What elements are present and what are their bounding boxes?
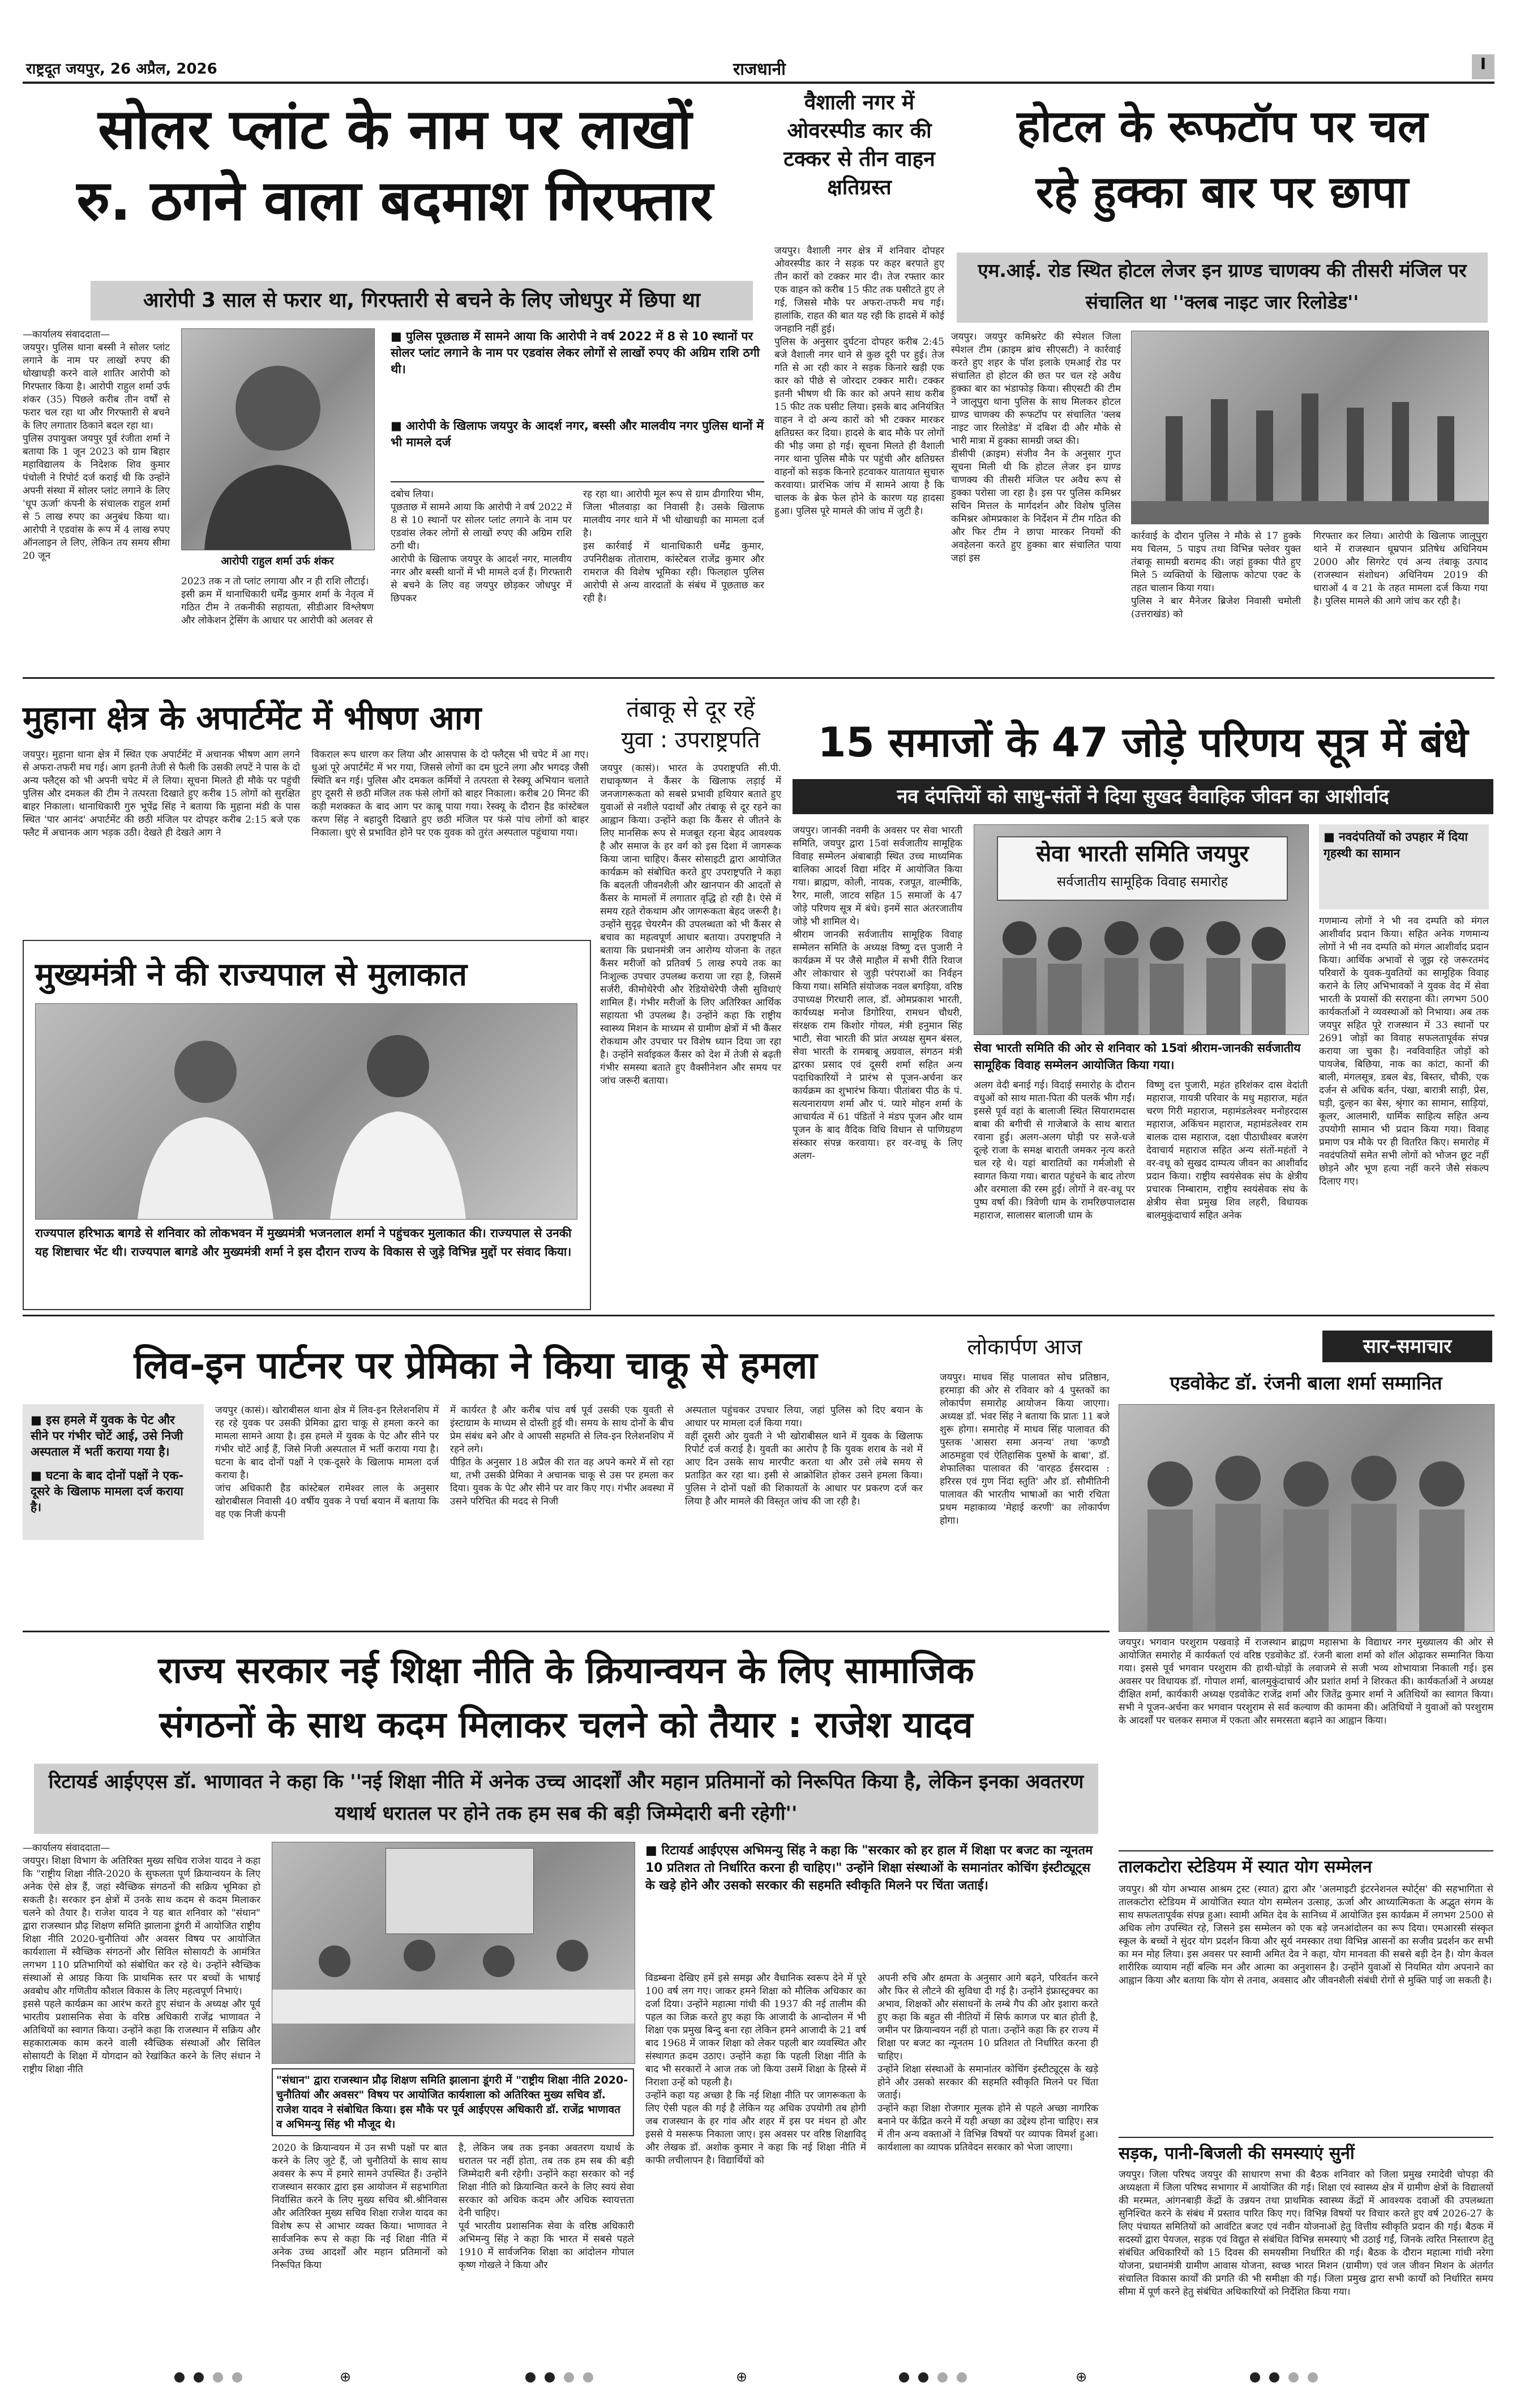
wedding-story	[793, 683, 1493, 1308]
fire-headline: मुहाना क्षेत्र के अपार्टमेंट में भीषण आग	[23, 699, 482, 737]
solar-highlight1-text: पुलिस पूछताछ में सामने आया कि आरोपी ने वर्ष 2022 में 8 से 10 स्थानों पर सोलर प्लांट लगाने के नाम पर एडवांस लेकर लोगों से लाखों रुपए की अग्रिम राशि ठगी थी।	[391, 330, 760, 376]
hookah-headline	[951, 94, 1493, 225]
launch-story	[940, 1319, 1113, 1625]
education-col5: अपनी रुचि और क्षमता के अनुसार आगे बढ़ने, परिवर्तन करने और फिर से लौटने की सुविधा दी गई है। उन्होंने इंफ्रास्ट्रक्चर का अभाव, शिक्षकों और संसाधनों के लम्बे गैप की ओर इशारा करते हुए कहा कि बहुत सी नीतियों में सिर्फ कागज पर बात होती है, जमीन पर क्रियान्वयन नहीं हो पाता। उन्होंने कहा कि हर राज्य में शिक्षा पर बजट का न्यूनतम 10 प्रतिशत तो निर्धारित करना ही चाहिए। उन्होंने शिक्षा संस्थाओं के समानांतर कोचिंग इंस्टीट्यूट्स के खड़े होने और उसको सरकार की सहमति स्वीकृति मिलने पर चिंता जताई। उन्होंने कहा शिक्षा रोजगार मूलक होने से पहले अच्छा नागरिक बनाने पर केंद्रित करने में यही अच्छा का उद्देश्य होना चाहिए। सत्र में तीन अन्य वक्ताओं ने विभिन्न विषयों पर व्यापक विमर्श हुआ। कार्यशाला का व्यापक प्रतिवेदन सरकार को भेजा जाएगा।	[877, 1973, 1098, 2153]
hookah-body: जयपुर। जयपुर कमिश्नरेट की स्पेशल जिला स्पेशल टीम (क्राइम ब्रांच सीएसटी) ने कार्रवाई करते हुए शहर के पॉश इलाके एमआई रोड पर संचालित हो होटल की छत पर चल रहे अवैध हुक्का बार का भंडाफोड़ किया। सीएसटी की टीम ने जालूपुरा थाना पुलिस के साथ मिलकर होटल ग्राण्ड चाणक्य की रूफटॉप पर संचालित 'क्लब नाइट जार रिलोडेड' में दबिश दी और मौके से भारी मात्रा में हुक्का सामग्री जब्त की। डीसीपी (क्राइम) संजीव नैन के अनुसार गुप्त सूचना मिली थी कि होटल लेजर इन ग्राण्ड चाणक्य की तीसरी मंजिल पर अवैध रूप से हुक्का परोसा जा रहा है। इस पर पुलिस कमिश्नर सचिन मित्तल के मार्गदर्शन और विशेष पुलिस कमिश्नर ओमप्रकाश के निर्देशन में टीम गठित की और फिर टीम ने छापा मारकर नियमों की अवहेलना करते हुए हुक्का बार संचालित पाया जहां इस	[951, 331, 1121, 564]
footer-dots-center	[521, 2372, 598, 2385]
education-headline-line2: संगठनों के साथ कदम मिलाकर चलने को तैयार : राजेश यादव	[159, 1704, 973, 1746]
briefs-yoga-body: जयपुर। श्री योग अभ्यास आश्रम ट्रस्ट (स्यात) द्वारा और 'अलमाइटी इंटरनेशनल स्पोर्ट्स' की सहभागिता से तालकटोरा स्टेडियम में आयोजित स्यात योग सम्मेलन उत्साह, ऊर्जा और आध्यात्मिकता के अद्भुत संगम के साथ सफलतापूर्वक संपन्न हुआ। स्वामी अमित देव के सानिध्य में आयोजित इस कार्यक्रम में लगभग 2500 से अधिक लोग उपस्थित रहे, जिसने इस सम्मेलन को एक बड़े जनआंदोलन का रूप दिया। एमआरसी संस्कृत स्कूल के बच्चों ने सुंदर योग प्रदर्शन किया और सूर्य नमस्कार तथा विभिन्न आसनों का सजीव प्रदर्शन कर सभी का मन मोह लिया। इस अवसर पर स्वामी अमित देव ने कहा, योग मानवता की सबसे बड़ी देन है। योग केवल शारीरिक व्यायाम नहीं बल्कि मन और आत्मा का अनुशासन है। उन्होंने युवाओं से नियमित योग अपनाने का आह्वान किया और बताया कि योग से तनाव, अवसाद और जीवनशैली संबंधी रोगों से मुक्ति पाई जा सकती है।	[1119, 1884, 1497, 1986]
education-photo-caption: "संधान" द्वारा राजस्थान प्रौढ़ शिक्षण समिति झालाना डूंगरी में "राष्ट्रीय शिक्षा नीति 2020-चुनौतियां और अवसर" विषय पर आयोजित कार्यशाला को अतिरिक्त मुख्य सचिव डॉ. राजेश यादव ने संबोधित किया। इस मौके पर पूर्व आईएएस अधिकारी डॉ. राजेंद्र भाणावत व अभिमन्यु सिंह भी मौजूद थे।	[272, 2068, 634, 2136]
group-of-people-icon	[1119, 1405, 1494, 1631]
hookah-story	[951, 88, 1493, 673]
wedding-banner	[997, 836, 1288, 901]
education-col1: —कार्यालय संवाददाता— जयपुर। शिक्षा विभाग के अतिरिक्त मुख्य सचिव राजेश यादव ने कहा कि "राष्ट्रीय शिक्षा नीति-2020 के सुफलता पूर्ण क्रियान्वयन के लिए अनेक ऐसे क्षेत्र हैं, जहां स्वैच्छिक संगठनों की सक्रिय भूमिका हो सकती है। सरकार इन क्षेत्रों में उनके साथ कदम से कदम मिलाकर चलने को तैयार है। राजेश यादव ने यह बात शनिवार को "संधान" द्वारा राजस्थान प्रौढ़ शिक्षण समिति झालाना डूंगरी में आयोजित राष्ट्रीय शिक्षा नीति 2020-चुनौतियां और अवसर विषय पर आयोजित कार्यशाला में स्वैच्छिक संगठनों और सिविल सोसायटी के आमंत्रित लगभग 110 प्रतिभागियों को संबोधित कर रहे थे। उन्होंने स्वैच्छिक संस्थाओं से आग्रह किया कि प्राथमिक स्तर पर बच्चों के भाषाई अवबोध और गणितीय कौशल विकास के लिए महत्वपूर्ण निभाएं। इससे पहले कार्यक्रम का आरंभ करते हुए संधान के अध्यक्ष और पूर्व भारतीय प्रशासनिक सेवा के वरिष्ठ अधिकारी राजेंद्र भाणावत ने अतिथियों का स्वागत किया। उन्होंने कहा कि राजस्थान में सक्रिय और सहकारात्मक काम करने वाली स्वैच्छिक संस्थाओं और सिविल सोसायटी के शिक्षा में योगदान को रेखांकित करने के लिए संधान ने राष्ट्रीय शिक्षा नीति	[23, 1842, 260, 2075]
solar-subhead: आरोपी 3 साल से फरार था, गिरफ्तारी से बचने के लिए जोधपुर में छिपा था	[91, 281, 753, 320]
footer-register-mark-1: ⊕	[340, 2369, 352, 2385]
masthead	[23, 54, 1494, 79]
education-headline-line1: राज्य सरकार नई शिक्षा नीति के क्रियान्वयन के लिए सामाजिक	[158, 1650, 974, 1692]
wedding-banner-subtitle: सर्वजातीय सामूहिक विवाह समारोह	[1057, 874, 1228, 889]
solar-col2: 2023 तक न तो प्लांट लगाया और न ही राशि लौटाई। इसी क्रम में थानाधिकारी धर्मेंद्र कुमार शर्मा के नेतृत्व में गठित टीम ने तकनीकी सहायता, सीडीआर विश्लेषण और लोकेशन ट्रेसिंग के आधार पर आरोपी को अलवर से	[181, 576, 374, 626]
vaishali-headline: वैशाली नगर में ओवरस्पीड कार की टक्कर से तीन वाहन क्षतिग्रस्त	[783, 90, 935, 199]
education-headline	[34, 1644, 1098, 1752]
solar-accused-photo	[181, 328, 375, 550]
solar-col1: —कार्यालय संवाददाता— जयपुर। पुलिस थाना बस्सी ने सोलर प्लांट लगाने के नाम पर लाखों रुपए की धोखाधड़ी करने वाले शातिर आरोपी को गिरफ्तार किया है। आरोपी राहुल शर्मा उर्फ शंकर (35) पिछले करीब तीन वर्षों से फरार चल रहा था और गिरफ्तारी से बचने के लिए लगातार ठिकाने बदल रहा था। पुलिस उपायुक्त जयपुर पूर्व रंजीता शर्मा ने बताया कि 1 जून 2023 को ग्राम बिहार महाविद्यालय के निदेशक शिव कुमार पंचोली ने रिपोर्ट दर्ज कराई थी कि उन्होंने अपनी संस्था में सोलर प्लांट लगाने के लिए 'धूप ऊर्जा' कंपनी के संचालक राहुल शर्मा से 5 लाख रुपए का अनुबंध किया था। आरोपी ने एडवांस के रूप में 4 लाख रुपए ऑनलाइन ले लिए, लेकिन तय समय सीमा 20 जून	[23, 329, 170, 562]
person-silhouette-icon	[182, 329, 374, 550]
solar-highlight2: ■ आरोपी के खिलाफ जयपुर के आदर्श नगर, बस्सी और मालवीय नगर पुलिस थानों में भी मामले दर्ज	[391, 419, 764, 449]
briefs-yoga-headline: तालकटोरा स्टेडियम में स्यात योग सम्मेलन	[1119, 1857, 1372, 1877]
footer-dots-right	[894, 2372, 971, 2385]
solar-headline-line1: सोलर प्लांट के नाम पर लाखों	[98, 97, 692, 162]
solar-highlight2-text: आरोपी के खिलाफ जयपुर के आदर्श नगर, बस्सी और मालवीय नगर पुलिस थानों में भी मामले दर्ज	[391, 419, 764, 449]
wedding-side-box-text: नवदंपतियों को उपहार में दिया गृहस्थी का सामान	[1324, 830, 1468, 860]
solar-col4: रह रहा था। आरोपी मूल रूप से ग्राम ढीगारिया भीम, जिला भीलवाड़ा का निवासी है। उसके खिलाफ मालवीय नगर थाने में भी धोखाधड़ी का मामला दर्ज है। इस कार्रवाई में थानाधिकारी धर्मेंद्र कुमार, उपनिरीक्षक तोताराम, कांस्टेबल राजेंद्र कुमार और रामराज की विशेष भूमिका रही। फिलहाल पुलिस आरोपी से अन्य वारदातों के संबंध में पूछताछ कर रही है।	[583, 489, 764, 604]
livein-highlights	[23, 1404, 204, 1540]
livein-col3: अस्पताल पहुंचकर उपचार लिया, जहां पुलिस को दिए बयान के आधार पर मामला दर्ज किया गया। वहीं दूसरी ओर युवती ने भी खोराबीसल थाने में युवक के खिलाफ रिपोर्ट दर्ज कराई है। युवती का आरोप है कि युवक शराब के नशे में आए दिन उसके साथ मारपीट करता था और उसे लंबे समय से प्रताड़ित कर रहा था। इसी से आक्रोशित होकर उसने हमला किया। पुलिस ने दोनों पक्षों की शिकायतों के आधार पर प्रकरण दर्ज कर लिया है और मामले की विस्तृत जांच की जा रही है।	[685, 1405, 923, 1507]
education-subhead: रिटायर्ड आईएएस डॉ. भाणावत ने कहा कि ''नई शिक्षा नीति में अनेक उच्च आदर्शों और महान प्रतिमानों को निरूपित किया है, लेकिन इनका अवतरण यथार्थ धरातल पर होने तक हम सब की बड़ी जिम्मेदारी बनी रहेगी''	[34, 1764, 1098, 1834]
solar-headline-line2: रु. ठगने वाला बदमाश गिरफ्तार	[76, 169, 713, 233]
education-story	[23, 1631, 1110, 2357]
briefs-column	[1119, 1319, 1497, 2350]
governor-meeting-photo	[35, 1003, 577, 1220]
masthead-section: राजधानी	[733, 59, 786, 79]
wedding-photo-caption: सेवा भारती समिति की ओर से शनिवार को 15वां श्रीराम-जानकी सर्वजातीय सामूहिक विवाह सम्मेलन आयोजित किया गया।	[974, 1041, 1301, 1072]
education-col4: विडम्बना देखिए हमें इसे समझ और वैधानिक स्वरूप देने में पूरे 100 वर्ष लग गए। जाकर हमने शिक्षा को मौलिक अधिकार का दर्जा दिया। उन्होंने महात्मा गांधी की 1937 की नई तालीम की पहल का जिक्र करते हुए कहा कि आजादी के आन्दोलन में भी शिक्षा एक प्रमुख बिन्दु बना रहा लेकिन हमने आजादी के 21 वर्ष बाद 1968 में जाकर शिक्षा को लेकर पहली बार व्यवस्थित और संस्थागत क़दम उठाए। उन्होंने कहा कि पहली शिक्षा नीति के बाद भी सरकारों ने आज तक जो किया उसमें शिक्षा के हिस्से में निराशा उन्हें को पहली है। उन्होंने कहा यह अच्छा है कि नई शिक्षा नीति पर जागरूकता के लिए ऐसी पहल की गई है लेकिन यह अधिक उपयोगी तब होगी जब राजस्थान के हर गांव और शहर में इस पर मंथन हो और इससे ये मसरूफ निकाला जाए। इस अवसर पर वरिष्ठ शिक्षाविद् और लेखक डॉ. अशोक कुमार ने कहा कि नई शिक्षा नीति में काफी लचीलापन है। विद्यार्थियों को	[645, 1973, 866, 2166]
briefs-honour-body: जयपुर। भगवान परशुराम पखवाड़े में राजस्थान ब्राह्मण महासभा के विद्याधर नगर मुख्यालय की ओर से आयोजित समारोह में कार्यकर्ता एवं वरिष्ठ एडवोकेट डॉ. रंजनी बाला शर्मा को शॉल ओढ़ाकर सम्मानित किया गया। इससे पूर्व भगवान परशुराम की हाथी-घोड़ों के लवाजमे से सजी भव्य शोभायात्रा निकाली गई। इस अवसर पर विधायक डॉ. गोपाल शर्मा, बालमुकुंदाचार्य और प्रशांत शर्मा ने शिरकत की। कार्यकर्ताओं ने अध्यक्ष दीक्षित शर्मा, कार्यकारी अध्यक्ष एडवोकेट राजेंद्र शर्मा और जितेंद्र कुमार शर्मा ने अतिथियों का स्वागत किया। सभी ने पूजन-अर्चना कर भगवान परशुराम से सर्व कल्याण की कामना की। अतिथियों ने युवाओं को परशुराम के आदर्शों पर चलकर समाज में एकता और समरसता बढ़ाने का आह्वान किया।	[1119, 1637, 1497, 1726]
vaishali-body: जयपुर। वैशाली नगर क्षेत्र में शनिवार दोपहर ओवरस्पीड कार ने सड़क पर कहर बरपाते हुए तीन कारों को टक्कर मार दी। तेज रफ्तार कार एक वाहन को करीब 15 फीट तक घसीटते हुए ले गई, जिससे मौके पर अफरा-तफरी मच गई। हालांकि, राहत की बात यह रही कि हादसे में कोई जनहानि नहीं हुई। पुलिस के अनुसार दुर्घटना दोपहर करीब 2:45 बजे वैशाली नगर थाने से कुछ दूरी पर हुई। तेज गति से आ रही कार ने सड़क किनारे खड़ी एक कार को पीछे से जोरदार टक्कर मारी। टक्कर इतनी भीषण थी कि कार को अपने साथ करीब 15 फीट तक घसीट लिया। इसके बाद अनियंत्रित वाहन ने दो अन्य कारों को भी टक्कर मारकर क्षतिग्रस्त कर दिया। हादसे के बाद मौके पर लोगों की भीड़ जमा हो गई। सूचना मिलते ही वैशाली नगर थाना पुलिस मौके पर पहुंची और क्षतिग्रस्त वाहनों को सड़क किनारे हटवाकर यातायात सुचारु करवाया। प्रारंभिक जांच में सामने आया है कि चालक के ब्रेक फेल होने के कारण यह हादसा हुआ। पुलिस पूरे मामले की जांच में जुटी है।	[774, 245, 944, 517]
hookah-col2: कार्रवाई के दौरान पुलिस ने मौके से 17 हुक्के मय चिलम, 5 पाइप तथा विभिन्न फ्लेवर युक्त तंबाकू सामग्री बरामद की। जहां हुक्का पीते हुए मिले 5 व्यक्तियों के खिलाफ कोटपा एक्ट के तहत चालान किया गया। पुलिस ने बार मैनेजर ब्रिजेश निवासी चमोली (उत्तराखंड) को	[1131, 531, 1301, 620]
wedding-banner-title: सेवा भारती समिति जयपुर	[1036, 841, 1249, 867]
education-workshop-photo	[272, 1842, 635, 2064]
solar-headline	[23, 94, 767, 237]
honour-photo	[1119, 1404, 1494, 1632]
tobacco-body: जयपुर (कासं)। भारत के उपराष्ट्रपति सी.पी. राधाकृष्णन ने कैंसर के खिलाफ लड़ाई में जनजागरूकता को सबसे प्रभावी हथियार बताते हुए युवाओं से नशीले पदार्थों और तंबाकू से दूर रहने का आह्वान किया। उन्होंने कहा कि कैंसर से जीतने के लिए मानसिक रूप से मजबूत रहना बेहद आवश्यक है और समाज के हर वर्ग को इस दिशा में जागरूक किया जाना चाहिए। कैंसर सोसाइटी द्वारा आयोजित कार्यक्रम को संबोधित करते हुए उपराष्ट्रपति ने कहा कि बदलती जीवनशैली और खानपान की आदतों से कैंसर के मामलों में लगातार वृद्धि हो रही है। ऐसे में समय रहते रोकथाम और जागरूकता बेहद जरूरी है। उन्होंने सुदृढ़ चेयरमैन की उपलब्धता को भी कैंसर से बचाव का महत्वपूर्ण आधार बताया। उपराष्ट्रपति ने बताया कि प्रधानमंत्री जन आरोग्य योजना के तहत कैंसर मरीजों को प्रतिवर्ष 5 लाख रुपये तक का निःशुल्क उपचार उपलब्ध कराया जा रहा है, जिसमें सर्जरी, कीमोथेरेपी और रेडियोथेरेपी जैसी सुविधाएं शामिल हैं। गंभीर मरीजों के लिए अतिरिक्त आर्थिक सहायता भी उपलब्ध है। उन्होंने कहा कि राष्ट्रीय स्वास्थ्य मिशन के माध्यम से ग्रामीण क्षेत्रों में भी कैंसर रोकथाम और उपचार पर विशेष ध्यान दिया जा रहा है। उन्होंने सर्वाइकल कैंसर को देश में तेजी से बढ़ती गंभीर समस्या बताते हुए वैक्सीनेशन और समय पर जांच जरूरी बताया।	[600, 763, 785, 1087]
briefs-honour-headline: एडवोकेट डॉ. रंजनी बाला शर्मा सम्मानित	[1170, 1372, 1442, 1394]
livein-headline: लिव-इन पार्टनर पर प्रेमिका ने किया चाकू से हमला	[134, 1344, 817, 1387]
hookah-seized-items-photo	[1131, 331, 1489, 524]
masthead-date: राष्ट्रदूत जयपुर, 26 अप्रैल, 2026	[26, 61, 217, 78]
livein-col2: में कार्यरत है और करीब पांच वर्ष पूर्व उसकी एक युवती से इंस्टाग्राम के माध्यम से दोस्ती हुई थी। समय के साथ दोनों के बीच प्रेम संबंध बने और वे आपसी सहमति से लिव-इन रिलेशनशिप में रहने लगे। पीड़ित के अनुसार 18 अप्रैल की रात वह अपने कमरे में सो रहा था, तभी उसकी प्रेमिका ने अचानक चाकू से उस पर हमला कर दिया। युवक के पेट और सीने पर वार किए गए। गंभीर अवस्था में उसने परिचित की मदद से निजी	[450, 1405, 674, 1507]
briefs-council-headline: सड़क, पानी-बिजली की समस्याएं सुनीं	[1119, 2144, 1355, 2163]
wedding-ceremony-photo	[974, 824, 1309, 1035]
wedding-headline: 15 समाजों के 47 जोड़े परिणय सूत्र में बंधे	[817, 718, 1468, 766]
livein-col1: जयपुर (कासं)। खोराबीसल थाना क्षेत्र में लिव-इन रिलेशनशिप में रह रहे युवक पर उसकी प्रेमिका द्वारा चाकू से हमला करने का मामला सामने आया है। इस हमले में युवक के पेट और सीने पर गंभीर चोटें आईं हैं, जिसे निजी अस्पताल में भर्ती कराया गया है। घटना के बाद दोनों पक्षों ने एक-दूसरे के खिलाफ मामला दर्ज कराया है। जांच अधिकारी हैड कांस्टेबल रामेश्वर लाल के अनुसार खोराबीसल निवासी 40 वर्षीय युवक ने पर्चा बयान में बताया कि वह एक निजी कंपनी	[215, 1405, 439, 1520]
launch-body: जयपुर। माधव सिंह पालावत सोच प्रतिष्ठान, हरमाड़ा की ओर से रविवार को 4 पुस्तकों का लोकार्पण समारोह आयोजन किया जाएगा। अध्यक्ष डॉ. भंवर सिंह ने बताया कि प्रातः 11 बजे शुरू होगा। समारोह में माधव सिंह पालावत की पुस्तक 'आसरा समा अनन्य' तथा 'कण्डौ आठमहुवा एवं ऐतिहासिक पुरुषों के बाबा', डॉ. शेफालिका पालावत की 'वारहठ ईसरदास : हरिरस एवं गुण निंदा स्तुति' और डॉ. सौमीतिनी पालावत की भारतीय भाषाओं का भारी रचिता प्रथम महाकाव्य 'मेहाई करणी' का लोकार्पण होगा।	[940, 1372, 1113, 1526]
governor-story	[23, 940, 591, 1310]
tobacco-headline-line2: युवा : उपराष्ट्रपति	[621, 727, 760, 753]
hookah-headline-line1: होटल के रूफटॉप पर चल	[1017, 101, 1428, 152]
footer-register-mark-3: ⊕	[1076, 2369, 1087, 2385]
livein-story	[23, 1319, 928, 1625]
vaishali-story	[774, 88, 944, 673]
briefs-header: सार-समाचार	[1322, 1331, 1492, 1362]
livein-highlight2: ■ घटना के बाद दोनों पक्षों ने एक-दूसरे के खिलाफ मामला दर्ज कराया है।	[31, 1469, 184, 1514]
fire-story	[23, 683, 592, 932]
governor-caption: राज्यपाल हरिभाऊ बागडे से शनिवार को लोकभवन में मुख्यमंत्री भजनलाल शर्मा ने पहुंचकर मुलाकात की। राज्यपाल से उनकी यह शिष्टाचार भेंट थी। राज्यपाल बागडे और मुख्यमंत्री शर्मा ने इस दौरान राज्य के विकास से जुड़े विभिन्न मुद्दों पर संवाद किया।	[35, 1226, 572, 1259]
opportunities-banner	[386, 1848, 534, 1934]
wedding-col4: गणमान्य लोगों ने भी नव दम्पति को मंगल आशीर्वाद प्रदान किया। सहित अनेक गणमान्य लोगों ने भी नव दम्पति को मंगल आशीर्वाद प्रदान किया। आर्थिक अभावों से जूझ रहे जरूरतमंद परिवारों के युवक-युवतियों का सामूहिक विवाह कराने के लिए अभिभावकों ने युवक वेद में सेवा भारती के प्रयासों की सराहना की। लगभग 500 कार्यकर्ताओं ने व्यवस्थाओं को निभाया। अब तक जयपुर सहित पूरे राजस्थान में 33 स्थानों पर 2691 जोड़ों का विवाह सफलतापूर्वक संपन्न कराया जा चुका है। नवविवाहित जोड़ों को पायजेब, बिछिया, नाक का कांटा, कानों की बाली, मंगलसूत्र, डबल बेड, बिस्तर, चौकी, एक दर्जन से अधिक बर्तन, पंखा, बारात्री साड़ी, प्रेस, घड़ी, दुल्हन का बेस, श्रृंगार का सामान, साड़ियां, कूलर, आलमारी, धार्मिक साहित्य सहित अन्य उपयोगी सामान भी प्रदान किया गया। विवाह प्रमाण पत्र मौके पर ही वितरित किए। समारोह में नवदंपतियों समेत सभी लोगों को भोजन छूट नहीं छोड़ने और भूण हत्या नहीं करने जैसे संकल्प दिलाए गए।	[1319, 916, 1492, 1187]
education-highlight: ■ रिटायर्ड आईएएस अभिमन्यु सिंह ने कहा कि "सरकार को हर हाल में शिक्षा पर बजट का न्यूनतम 10 प्रतिशत तो निर्धारित करना ही चाहिए।" उन्होंने शिक्षा संस्थाओं के समानांतर कोचिंग इंस्टीट्यूट्स के खड़े होने और उसको सरकार की सहमति स्वीकृति मिलने पर चिंता जताई।	[645, 1844, 1093, 1893]
wedding-couples-icon	[974, 899, 1308, 1034]
hookah-headline-line2: रहे हुक्का बार पर छापा	[1035, 167, 1409, 218]
hookah-col3: गिरफ्तार कर लिया। आरोपी के खिलाफ जालूपुरा थाने में राजस्थान धूम्रपान प्रतिषेध अधिनियम 2000 और सिगरेट एवं अन्य तंबाकू उत्पाद (राजस्थान संशोधन) अधिनियम 2019 की धाराओं 4 व 21 के तहत मामला दर्ज किया गया है। पुलिस मामले की आगे जांच कर रही है।	[1313, 531, 1491, 607]
launch-headline: लोकार्पण आज	[967, 1335, 1082, 1359]
wedding-subhead: नव दंपत्तियों को साधु-संतों ने दिया सुखद वैवाहिक जीवन का आशीर्वाद	[793, 779, 1493, 814]
fire-col1: जयपुर। मुहाना थाना क्षेत्र में स्थित एक अपार्टमेंट में अचानक भीषण आग लगने से अफरा-तफरी मच गई। आग इतनी तेजी से फैली कि उसकी लपटें ने पास के दो अन्य फ्लैट्स को भी अपनी चपेट में ले लिया। सूचना मिलते ही मौके पर पहुंची पुलिस और दमकल की टीम ने तत्परता दिखाते हुए करीब 15 लोगों को सुरक्षित बाहर निकाला। थानाधिकारी गुरु भूपेंद्र सिंह ने बताया कि मुहाना मंडी के पास स्थित 'पार आनंद' अपार्टमेंट की छठी मंजिल पर दोपहर करीब 2:15 बजे एक फ्लैट में अचानक आग भड़क उठी। देखते ही देखते आग ने	[23, 749, 303, 839]
education-highlight-text: रिटायर्ड आईएएस अभिमन्यु सिंह ने कहा कि "सरकार को हर हाल में शिक्षा पर बजट का न्यूनतम 10 प्रतिशत तो निर्धारित करना ही चाहिए।" उन्होंने शिक्षा संस्थाओं के समानांतर कोचिंग इंस्टीट्यूट्स के खड़े होने और उसको सरकार की सहमति स्वीकृति मिलने पर चिंता जताई।	[645, 1844, 1093, 1893]
tobacco-headline-line1: तंबाकू से दूर रहें	[626, 696, 755, 722]
livein-highlight1-text: इस हमले में युवक के पेट और सीने पर गंभीर चोटें आई, उसे निजी अस्पताल में भर्ती कराया गया है।	[31, 1413, 183, 1459]
solar-photo-caption: आरोपी राहुल शर्मा उर्फ शंकर	[221, 555, 334, 567]
wedding-side-box: ■ नवदंपतियों को उपहार में दिया गृहस्थी का सामान	[1319, 824, 1489, 909]
fire-col2: विकराल रूप धारण कर लिया और आसपास के दो फ्लैट्स भी चपेट में आ गए। धुआं पूरे अपार्टमेंट में भर गया, जिससे लोगों का दम घुटने लगा और भगदड़ जैसी स्थिति बन गई। पुलिस और दमकल कर्मियों ने तत्परता से रेस्क्यू अभियान चलाते हुए दूसरी से छठी मंजिल तक फंसे लोगों को बाहर निकाला। करीब 20 मिनट की कड़ी मशक्कत के बाद आग पर काबू पाया गया। रेस्क्यू के दौरान हैड कांस्टेबल करण सिंह ने बहादुरी दिखाते हुए छठी मंजिल पर फंसे पांच लोगों को बाहर निकाला। धुएं से प्रभावित होने पर एक युवक को तुरंत अस्पताल पहुंचाया गया।	[311, 749, 592, 839]
tobacco-story	[600, 683, 785, 1308]
wedding-col3: विष्णु दत्त पुजारी, महंत हरिशंकर दास वेदांती महाराज, गायत्री परिवार के मधु महाराज, महंत चरण गिरी महाराज, महामंडलेश्वर मनोहरदास महाराज, अकिंचन महाराज, महामंडलेश्वर राम बालक दास महाराज, दक्षा पीठाधीश्वर बजरंग देवाचार्य महाराज सहित अन्य संतों-महंतों ने वर-वधू को सुखद दाम्पत्य जीवन का आशीर्वाद प्रदान किया। राष्ट्रीय स्वयंसेवक संघ के क्षेत्रीय प्रचारक निम्बाराम, राष्ट्रीय स्वयंसेवक संघ के क्षेत्रीय सेवा प्रमुख शिव लहरी, विधायक बालमुकुंदाचार्य सहित अनेक	[1146, 1080, 1311, 1221]
page-footer	[23, 2367, 1494, 2389]
people-meeting-icon	[36, 1004, 577, 1219]
governor-headline: मुख्यमंत्री ने की राज्यपाल से मुलाकात	[35, 956, 468, 993]
footer-register-mark-2: ⊕	[736, 2369, 748, 2385]
solar-col3: दबोच लिया। पूछताछ में सामने आया कि आरोपी ने वर्ष 2022 में 8 से 10 स्थानों पर सोलर प्लांट लगाने के नाम पर एडवांस लेकर लोगों से लाखों रुपए की अग्रिम राशि ठगी थी। आरोपी के खिलाफ जयपुर के आदर्श नगर, मालवीय नगर और बस्सी थानों में भी मामले दर्ज हैं। गिरफ्तारी से बचने के लिए वह जयपुर छोड़कर जोधपुर में छिपकर	[391, 489, 572, 604]
briefs-council-body: जयपुर। जिला परिषद जयपुर की साधारण सभा की बैठक शनिवार को जिला प्रमुख रमादेवी चोपड़ा की अध्यक्षता में जिला परिषद सभागार में आयोजित की गई। शिक्षा एवं स्वास्थ्य क्षेत्र में ग्रामीण क्षेत्रों के विद्यालयों की मरम्मत, आंगनबाड़ी केंद्रों के उन्नयन तथा प्राथमिक स्वास्थ्य केंद्रों में आवश्यक दवाओं की उपलब्धता सुनिश्चित करने के संबंध में प्रस्ताव पारित किए गए। विभिन्न विषयों पर विचार करते हुए वर्ष 2026-27 के लिए पंचायत समितियों को आवंटित बजट एवं नवीन योजनाओं हेतु वित्तीय स्वीकृति प्रदान की गई। बैठक में सदस्यों द्वारा पेयजल, सड़क एवं विद्युत से संबंधित विभिन्न समस्याएं भी उठाई गईं, जिनके त्वरित निस्तारण हेतु संबंधित अधिकारियों को 15 दिवस की समयसीमा निर्धारित की गई। बैठक के दौरान महात्मा गांधी नरेगा योजना, प्रधानमंत्री ग्रामीण आवास योजना, स्वच्छ भारत मिशन (ग्रामीण) एवं जल जीवन मिशन के अंतर्गत संचालित विकास कार्यों की प्रगति की भी समीक्षा की गई। जिला प्रमुख द्वारा सभी कार्यों को निर्धारित समय सीमा में पूर्ण करने हेतु संबंधित अधिकारियों को निर्देशित किया गया।	[1119, 2169, 1497, 2298]
tobacco-headline	[600, 694, 781, 755]
livein-highlight1: ■ इस हमले में युवक के पेट और सीने पर गंभीर चोटें आई, उसे निजी अस्पताल में भर्ती कराया गया है।	[31, 1413, 183, 1459]
wedding-col1: जयपुर। जानकी नवमी के अवसर पर सेवा भारती समिति, जयपुर द्वारा 15वां सर्वजातीय सामूहिक विवाह सम्मेलन अंबाबाड़ी स्थित उच्च माध्यमिक बालिका आदर्श विद्या मंदिर में आयोजित किया गया। ब्राह्मण, कोली, नायक, रजपूत, वाल्मीकि, रैगर, माली, जाटव सहित 15 समाजों के 47 जोड़े परिणय सूत्र में बंधे। इनमें सात अंतरजातीय जोड़े भी शामिल थे। श्रीराम जानकी सर्वजातीय सामूहिक विवाह सम्मेलन समिति के अध्यक्ष विष्णु दत्त पुजारी ने कार्यक्रम में पर जैसे माहौल में सभी रीति रिवाज और लोकाचार से जुड़ी परंपराओं का निर्वहन किया गया। समिति संयोजक नवल बगड़िया, वरिष्ठ उपाध्यक्ष गिरधारी लाल, डॉ. ओमप्रकाश भारती, कार्यध्यक्ष मनोज डिगोरिया, रामधन चौधरी, संरक्षक राम किशोर गोयल, मंत्री हनुमान सिंह भाटी, सेवा भारती की प्रांत अध्यक्ष सुमन बंसल, सेवा भारती के रामबाबू अग्रवाल, संगठन मंत्री द्वारका प्रसाद एवं दूसरी शर्मा सहित अन्य पदाधिकारियों ने प्रारंभ से पूजन-अर्चना कर कार्यक्रम का शुभारंभ किया। पीतांबरा पीठ के पं. सत्यनारायण शर्मा और पं. प्यारे मोहन शर्मा के आचार्यत्व में 61 पंडितों ने मंडप पूजन और थाम पूजन के बाद वैदिक विधि विधान से पाणिग्रहण संस्कार संपन्न करवाया। हर वर-वधू के लिए अलग-	[793, 825, 962, 1162]
education-col3: है, लेकिन जब तक इनका अवतरण यथार्थ के धरातल पर नहीं होता, तब तक हम सब की बड़ी जिम्मेदारी बनी रहेगी। उन्होंने कहा सरकार को नई शिक्षा नीति को क्रियान्वित करने के लिए स्वयं सेवा सरकार को अधिक कदम और अधिक स्वायत्तता देनी चाहिए। पूर्व भारतीय प्रशासनिक सेवा के वरिष्ठ अधिकारी अभिमन्यु सिंह ने कहा कि भारत में सबसे पहले 1910 में सार्वजनिक शिक्षा का आंदोलन गोपाल कृष्ण गोखले ने किया और	[459, 2142, 634, 2271]
hookah-icon	[1132, 331, 1488, 524]
livein-highlight2-text: घटना के बाद दोनों पक्षों ने एक-दूसरे के खिलाफ मामला दर्ज कराया है।	[31, 1469, 184, 1514]
hookah-subhead: एम.आई. रोड स्थित होटल लेजर इन ग्राण्ड चाणक्य की तीसरी मंजिल पर संचालित था ''क्लब नाइट जार रिलोडेड''	[957, 253, 1488, 323]
education-col2: 2020 के क्रियान्वयन में उन सभी पक्षों पर बात करने के लिए जुटे हैं, जो चुनौतियों के साथ साथ अवसर के रूप में हमारे सामने उपस्थित हैं। उन्होंने राजस्थान सरकार द्वारा इस आयोजन में सहभागिता निर्वासित करने के लिए मुख्य सचिव श्री.श्रीनिवास और अतिरिक्त मुख्य सचिव शिक्षा राजेश यादव का विशेष रूप से आभार व्यक्त किया। भाणावत ने सार्वजनिक रूप से कहा कि नई शिक्षा नीति में अनेक उच्च आदर्शों और महान प्रतिमानों को निरूपित किया	[272, 2142, 451, 2271]
solar-highlight1: ■ पुलिस पूछताछ में सामने आया कि आरोपी ने वर्ष 2022 में 8 से 10 स्थानों पर सोलर प्लांट लगाने के नाम पर एडवांस लेकर लोगों से लाखों रुपए की अग्रिम राशि ठगी थी।	[391, 330, 760, 376]
footer-dots-far-right	[1245, 2372, 1322, 2385]
footer-dots-left	[170, 2372, 247, 2385]
wedding-col2: अलग वेदी बनाई गई। विदाई समारोह के दौरान वधुओं को साथ माता-पिता की पलकें भीग गईं। इससे पूर्व वहां के बालाजी स्थित सियारामदास बाबा की बगीची से गाजेबाजे के साथ बारात रवाना हुई। अलग-अलग घोड़ी पर सजे-धजे दूल्हे राजा के समक्ष बाराती जमकर नृत्य करते चल रहे थे। यहां बारातियों का गर्मजोशी से स्वागत किया गया। बारात पहुंचने के बाद तोरण और वरमाला की रस्म हुई। लोगों ने वर-वधू पर पुष्प वर्षा की। त्रिवेणी धाम के रामरिछपालदास महाराज, सालासर बालाजी धाम के	[974, 1080, 1138, 1221]
solar-story	[23, 88, 767, 673]
masthead-page-number: I	[1472, 54, 1494, 79]
